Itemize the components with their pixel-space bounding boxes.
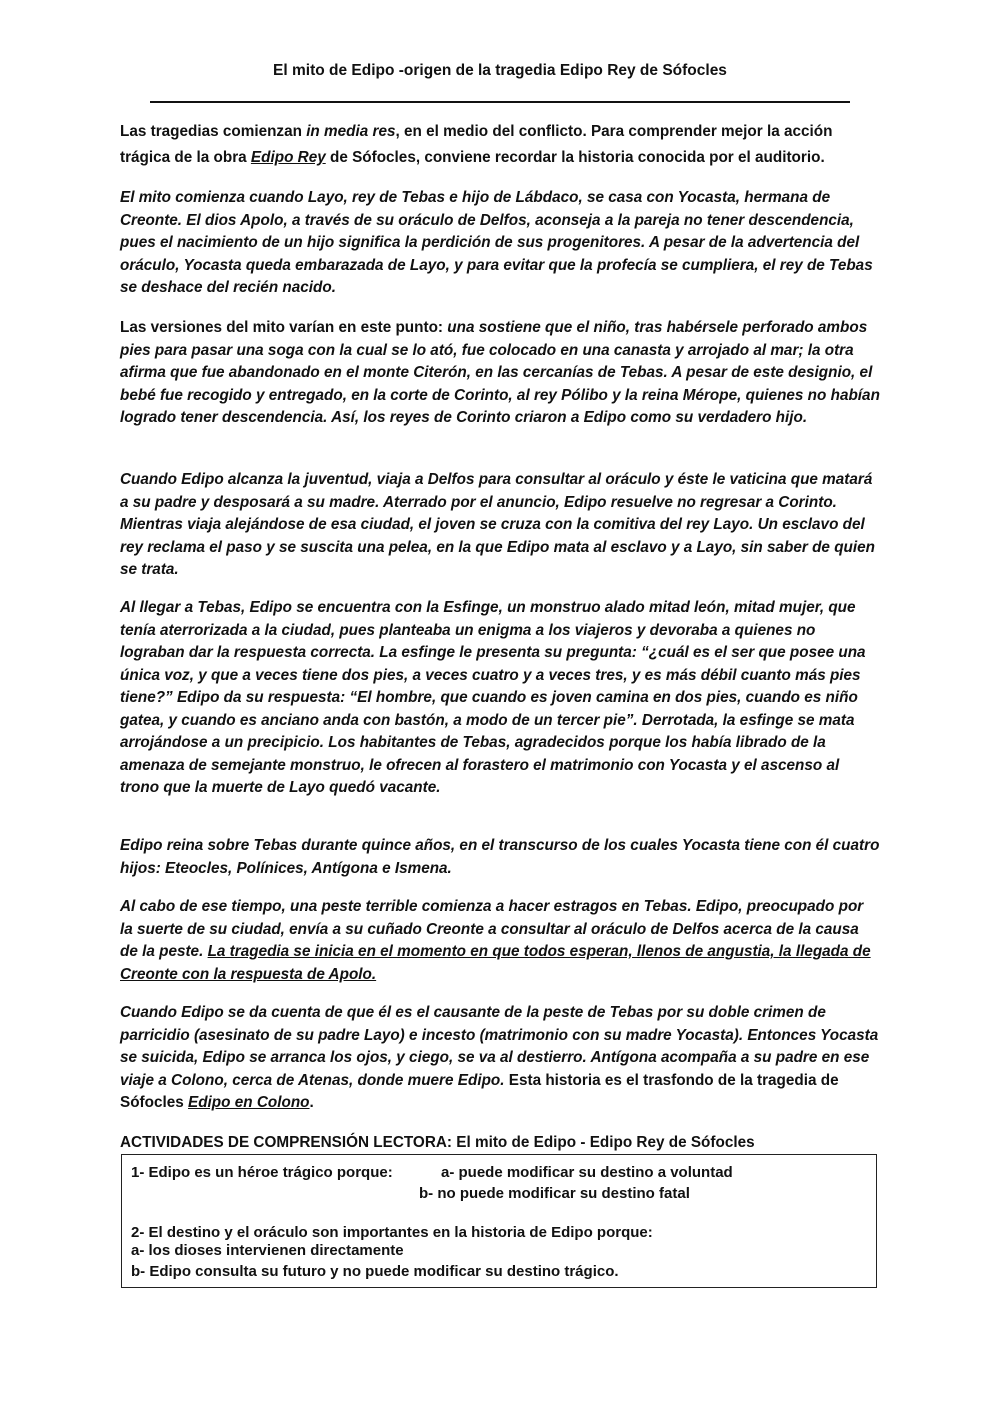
myth-paragraph-4: Al llegar a Tebas, Edipo se encuentra con la Esfinge, un monstruo alado mitad león, mitad mujer, que tenía aterrorizada a la ciudad, pues planteaba un enigma a los viajeros y devoraba a quienes no lograban dar la respuesta correcta. La esfinge le presenta su pregunta: “¿cuál es el ser que posee una única voz, y que a veces tiene dos pies, a veces cuatro y a veces tres, y es más débil cuanto más pies tiene?” Edipo da su respuesta: “El hombre, que cuando es joven camina en dos pies, cuando es niño gatea, y cuando es anciano anda con bastón, a modo de un tercer pie”. Derrotada, la esfinge se mata arrojándose a un precipicio. Los habitantes de Tebas, agradecidos porque los había librado de la amenaza de semejante monstruo, le ofrecen al forastero el matrimonio con Yocasta y el ascenso al trono que la muerte de Layo quedó vacante.: [120, 599, 866, 796]
intro-text-e: de Sófocles, conviene recordar la historia conocida por el auditorio.: [325, 149, 825, 166]
intro-work-title: Edipo Rey: [250, 149, 326, 166]
intro-text-c: , en el medio del conflicto. Para comprender mejor la acción trágica de la obra: [120, 123, 833, 166]
myth-paragraph-6: [120, 896, 880, 986]
intro-latin-phrase: in media res: [306, 123, 396, 140]
question-1-option-b: b- no puede modificar su destino fatal: [419, 1185, 690, 1202]
title-underline-rule: [150, 101, 850, 103]
myth-paragraph-6-underlined: La tragedia se inicia en el momento en que todos esperan, llenos de angustia, la llegada de Creonte con la respuesta de Apolo.: [120, 943, 871, 983]
myth-paragraph-7: [120, 1002, 880, 1115]
myth-paragraph-2-body: una sostiene que el niño, tras habérsele perforado ambos pies para pasar una soga con la cual se lo ató, fue colocado en una canasta y arrojado al mar; la otra afirma que fue abandonado en el monte Citerón, en las cercanías de Tebas. A pesar de este designio, el bebé fue recogido y entregado, en la corte de Corinto, al rey Pólibo y la reina Mérope, quienes no habían logrado tener descendencia. Así, los reyes de Corinto criaron a Edipo como su verdadero hijo.: [120, 319, 880, 426]
question-2-option-a: a- los dioses intervienen directamente: [131, 1242, 404, 1259]
document-title: El mito de Edipo -origen de la tragedia Edipo Rey de Sófocles: [273, 62, 727, 79]
myth-paragraph-7-text: Cuando Edipo se da cuenta de que él es el causante de la peste de Tebas por su doble crimen de parricidio (asesinato de su padre Layo) e incesto (matrimonio con su madre Yocasta). Entonces Yocasta se suicida, Edipo se arranca los ojos, y ciego, se va al destierro. Antígona acompaña a su padre en ese viaje a Colono, cerca de Atenas, donde muere Edipo.: [120, 1004, 879, 1089]
myth-paragraph-6-text: Al cabo de ese tiempo, una peste terrible comienza a hacer estragos en Tebas. Edipo, preocupado por la suerte de su ciudad, envía a su cuñado Creonte a consultar al oráculo de Delfos acerca de la causa de la peste.: [120, 898, 864, 960]
myth-paragraph-7-end: .: [309, 1094, 314, 1111]
question-1: 1- Edipo es un héroe trágico porque:: [131, 1164, 393, 1181]
myth-paragraph-2-lead: Las versiones del mito varían en este punto:: [120, 319, 448, 336]
question-2: 2- El destino y el oráculo son importantes en la historia de Edipo porque:: [131, 1224, 653, 1241]
myth-paragraph-7-lead: Esta historia es el trasfondo de la tragedia de Sófocles: [120, 1071, 839, 1111]
myth-paragraph-1: El mito comienza cuando Layo, rey de Tebas e hijo de Lábdaco, se casa con Yocasta, hermana de Creonte. El dios Apolo, a través de su oráculo de Delfos, aconseja a la pareja no tener descendencia, pues el nacimiento de un hijo significa la perdición de sus progenitores. A pesar de la advertencia del oráculo, Yocasta queda embarazada de Layo, y para evitar que la profecía se cumpliera, el rey de Tebas se deshace del recién nacido.: [120, 189, 873, 296]
activities-heading: ACTIVIDADES DE COMPRENSIÓN LECTORA: El mito de Edipo - Edipo Rey de Sófocles: [120, 1134, 755, 1151]
myth-paragraph-2: [120, 317, 880, 430]
activities-box: [121, 1154, 877, 1288]
myth-paragraph-7-work-title: Edipo en Colono: [188, 1094, 310, 1111]
myth-paragraph-5: Edipo reina sobre Tebas durante quince años, en el transcurso de los cuales Yocasta tiene con él cuatro hijos: Eteocles, Polínices, Antígona e Ismena.: [120, 837, 880, 877]
intro-paragraph: [120, 119, 880, 171]
question-1-option-a: a- puede modificar su destino a voluntad: [441, 1164, 733, 1181]
question-2-option-b: b- Edipo consulta su futuro y no puede modificar su destino trágico.: [131, 1263, 619, 1280]
intro-text-a: Las tragedias comienzan: [120, 123, 307, 140]
myth-paragraph-3: Cuando Edipo alcanza la juventud, viaja a Delfos para consultar al oráculo y éste le vaticina que matará a su padre y desposará a su madre. Aterrado por el anuncio, Edipo resuelve no regresar a Corinto. Mientras viaja alejándose de esa ciudad, el joven se cruza con la comitiva del rey Layo. Un esclavo del rey reclama el paso y se suscita una pelea, en la que Edipo mata al esclavo y a Layo, sin saber de quien se trata.: [120, 471, 875, 578]
